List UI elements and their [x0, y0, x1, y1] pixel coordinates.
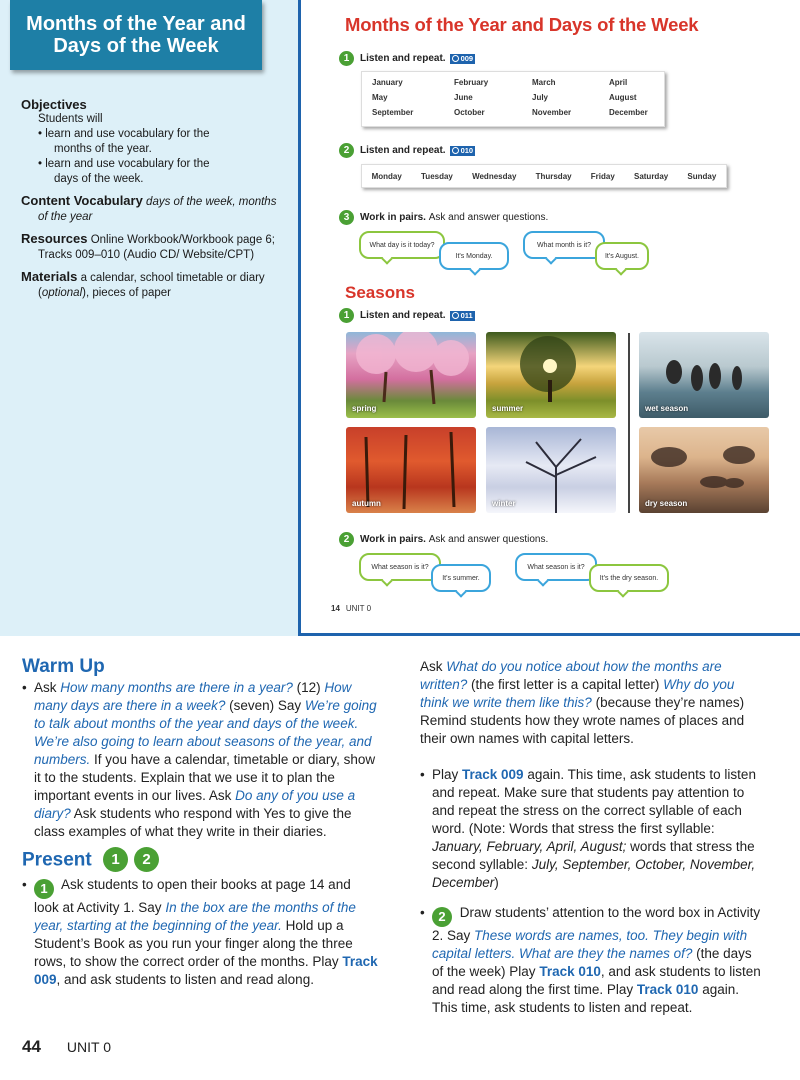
- step-label-rest: Ask and answer questions.: [428, 534, 549, 545]
- month: October: [454, 108, 485, 117]
- present-paragraph-1: • 1 Ask students to open their books at page 14 and look at Activity 1. Say In the box are the months of the year, starting at the beginning of the year. Hold up a Student’s Book as you run your finger along the three rows, to show the correct order of the months. Play Track 009, and ask students to listen and read along.: [22, 876, 378, 989]
- month: September: [372, 108, 414, 117]
- step-number: 3: [339, 210, 354, 225]
- photo-caption: spring: [352, 404, 377, 413]
- audio-track-badge[interactable]: 010: [450, 146, 476, 156]
- day: Friday: [590, 171, 615, 181]
- step-1-months: [339, 51, 475, 66]
- step-label-bold: Work in pairs.: [360, 212, 426, 223]
- audio-track-badge[interactable]: 011: [450, 311, 475, 321]
- book-page-title: Months of the Year and Days of the Week: [345, 14, 699, 35]
- months-word-box: [361, 71, 665, 127]
- content-vocabulary: Content Vocabulary days of the week, months of the year: [21, 193, 277, 223]
- month: December: [609, 108, 648, 117]
- step-number: 1: [339, 51, 354, 66]
- banner-line-1: Months of the Year and: [26, 13, 246, 35]
- month: February: [454, 78, 489, 87]
- objectives-block: [21, 97, 281, 301]
- step-number: 2: [339, 532, 354, 547]
- speech-bubble-answer: It's Monday.: [439, 242, 509, 270]
- teacher-notes: [0, 636, 800, 1080]
- step-label-bold: Work in pairs.: [360, 534, 426, 545]
- warm-up-paragraph: • Ask How many months are there in a year? (12) How many days are there in a week? (seven) Say We’re going to talk about months of the year and days of the week. We’re also going to learn about seasons of the year, and numbers. If you have a calendar, timetable or diary, show it to the students. Explain that we use it to plan the important events in our lives. Ask Do any of you use a diary? Ask students who respond with Yes to give the class examples of what they write in their diaries.: [22, 679, 378, 841]
- step-label: Listen and repeat.: [360, 310, 446, 321]
- unit-label: UNIT 0: [66, 1039, 112, 1055]
- photo-wet-season: [639, 332, 769, 418]
- photo-divider: [628, 333, 630, 513]
- step-2-days: [339, 143, 475, 158]
- month: July: [532, 93, 549, 102]
- step-label: Listen and repeat.: [360, 145, 446, 156]
- banner-line-2: Days of the Week: [53, 35, 219, 57]
- step-number: 1: [339, 308, 354, 323]
- seasons-step-1: [339, 308, 475, 323]
- photo-caption: summer: [492, 404, 524, 413]
- month: April: [609, 78, 628, 87]
- cd-icon: [452, 312, 459, 319]
- cd-icon: [452, 55, 459, 62]
- notes-right-column: [420, 636, 765, 1017]
- activity-number-icon: 2: [134, 847, 159, 872]
- activity-number-icon: 1: [103, 847, 128, 872]
- objectives-intro: Students will: [38, 113, 103, 125]
- notice-paragraph: Ask What do you notice about how the months are written? (the first letter is a capital letter) Why do you think we write them like this? (because they’re names) Remind students how they wrote names of places and their own names with capital letters.: [420, 659, 745, 746]
- track-009-paragraph: • Play Track 009 again. This time, ask students to listen and repeat. Make sure that students pay attention to and repeat the stress on the correct syllable of each word. (Note: Words that stress the first syllable: January, February, April, August; words that stress the second syllable: July, September, October, November, December): [420, 766, 765, 892]
- day: Wednesday: [472, 171, 517, 181]
- month: May: [372, 93, 388, 102]
- photo-caption: autumn: [352, 499, 381, 508]
- book-page-number: 14 UNIT 0: [331, 604, 372, 613]
- activity-2-icon: 2: [432, 907, 452, 927]
- photo-autumn: [346, 427, 476, 513]
- month: August: [609, 93, 637, 102]
- month: June: [454, 93, 473, 102]
- photo-spring: [346, 332, 476, 418]
- page-number: 44: [22, 1037, 41, 1056]
- teacher-sidebar: [0, 0, 298, 636]
- step-number: 2: [339, 143, 354, 158]
- warm-up-heading: Warm Up: [22, 656, 105, 677]
- day: Tuesday: [421, 171, 453, 181]
- photo-caption: dry season: [645, 499, 688, 508]
- speech-bubble-answer: It's summer.: [431, 564, 491, 592]
- month: January: [372, 78, 403, 87]
- month: March: [532, 78, 556, 87]
- step-label-rest: Ask and answer questions.: [428, 212, 549, 223]
- step-label: Listen and repeat.: [360, 53, 446, 64]
- cd-icon: [452, 147, 459, 154]
- month: November: [532, 108, 572, 117]
- speech-bubble-answer: It's August.: [595, 242, 649, 270]
- lesson-title-banner: [10, 0, 262, 70]
- notes-left-column: [22, 636, 378, 989]
- photo-winter: [486, 427, 616, 513]
- step-3-pairs: [339, 210, 548, 225]
- present-heading: Present 1 2: [22, 847, 378, 872]
- present-paragraph-2: • 2 Draw students’ attention to the word box in Activity 2. Say These words are names, too. They begin with capital letters. What are they the names of? (the days of the week) Play Track 010, and ask students to listen and read along the first time. Play Track 010 again. This time, ask students to listen and repeat.: [420, 904, 765, 1017]
- resources: Resources Online Workbook/Workbook page 6; Tracks 009–010 (Audio CD/ Website/CPT): [21, 231, 276, 261]
- speech-bubble-question: What day is it today?: [359, 231, 445, 259]
- day: Thursday: [535, 171, 572, 181]
- activity-1-icon: 1: [34, 879, 54, 899]
- audio-track-badge[interactable]: 009: [450, 54, 476, 64]
- seasons-step-2: [339, 532, 548, 547]
- materials: Materials a calendar, school timetable or diary (optional), pieces of paper: [21, 269, 265, 299]
- page-footer: [22, 1037, 111, 1057]
- photo-caption: winter: [492, 499, 516, 508]
- objective-1: • learn and use vocabulary for the months of the year.: [38, 128, 210, 155]
- day: Monday: [371, 171, 402, 181]
- photo-dry-season: [639, 427, 769, 513]
- speech-bubble-question: What month is it?: [523, 231, 605, 259]
- days-word-box: [361, 164, 727, 188]
- speech-bubble-answer: It's the dry season.: [589, 564, 669, 592]
- seasons-title: Seasons: [345, 283, 415, 302]
- photo-caption: wet season: [645, 404, 689, 413]
- photo-summer: [486, 332, 616, 418]
- objectives-heading: Objectives: [21, 97, 87, 112]
- student-book-page: [298, 0, 800, 636]
- day: Saturday: [633, 171, 669, 181]
- speech-bubble-question: What season is it?: [359, 553, 441, 581]
- day: Sunday: [687, 171, 717, 181]
- objective-2: • learn and use vocabulary for the days of the week.: [38, 158, 210, 185]
- speech-bubble-question: What season is it?: [515, 553, 597, 581]
